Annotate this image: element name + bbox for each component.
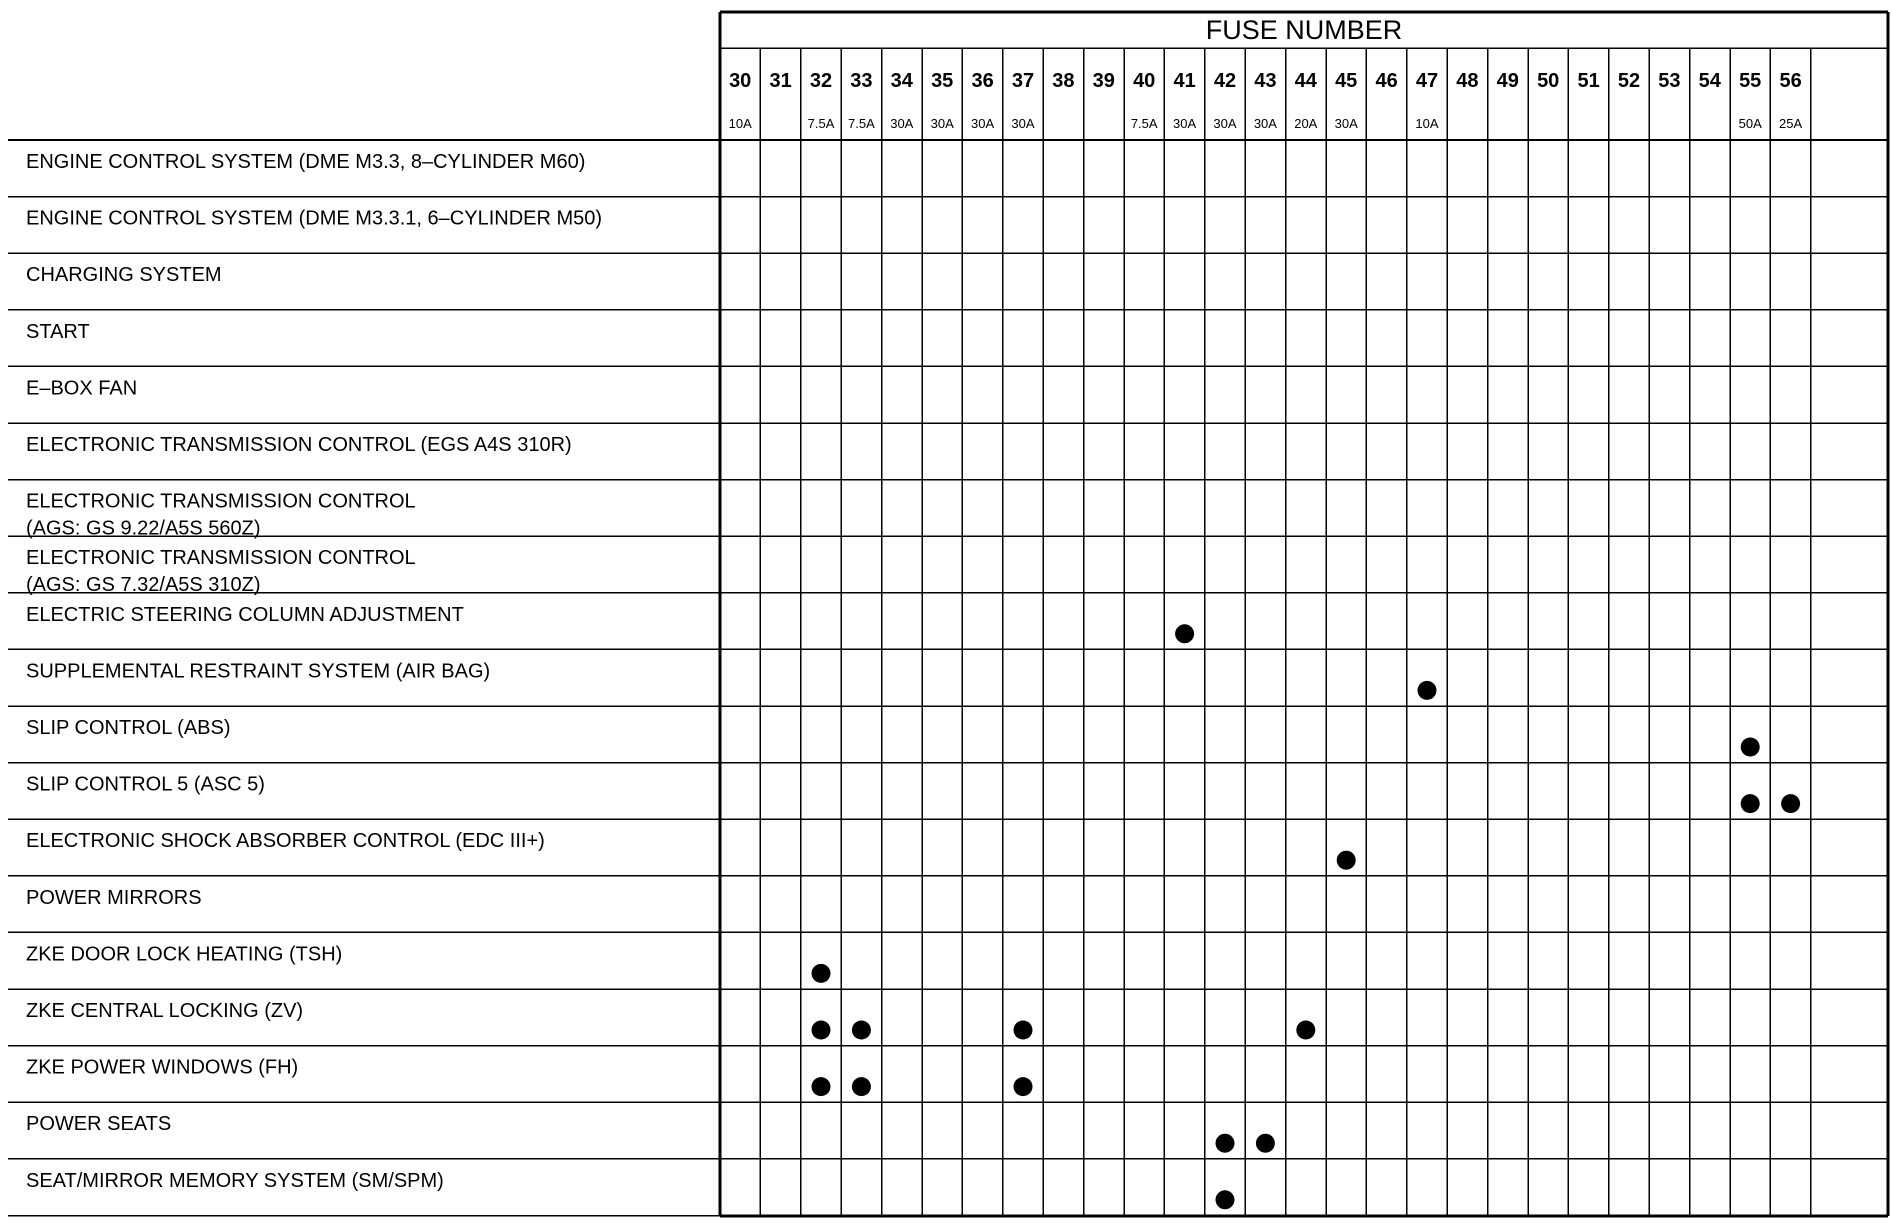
fuse-number: 30 — [729, 70, 752, 92]
fuse-number: 41 — [1173, 70, 1196, 92]
fuse-rating: 10A — [1415, 116, 1439, 131]
fuse-marker-dot — [1256, 1134, 1275, 1153]
fuse-number: 39 — [1092, 70, 1115, 92]
fuse-number: 49 — [1496, 70, 1519, 92]
fuse-header — [729, 15, 1803, 131]
fuse-number: 47 — [1415, 70, 1439, 92]
fuse-rating: 30A — [1213, 116, 1237, 131]
fuse-marker-dot — [1741, 738, 1760, 757]
fuse-rating: 30A — [890, 116, 914, 131]
fuse-marker-dot — [1014, 1021, 1033, 1040]
system-label: ELECTRONIC TRANSMISSION CONTROL — [26, 547, 416, 570]
fuse-marker-dot — [1175, 624, 1194, 643]
fuse-number: 51 — [1577, 70, 1600, 92]
fuse-number: 46 — [1375, 70, 1398, 92]
system-label: CHARGING SYSTEM — [26, 264, 222, 287]
system-label: START — [26, 320, 90, 343]
system-label: SLIP CONTROL (ABS) — [26, 717, 231, 739]
system-label: ELECTRIC STEERING COLUMN ADJUSTMENT — [26, 603, 464, 626]
system-label: (AGS: GS 7.32/A5S 310Z) — [26, 574, 261, 597]
system-label: SEAT/MIRROR MEMORY SYSTEM (SM/SPM) — [26, 1169, 444, 1192]
fuse-marker-dot — [1216, 1190, 1235, 1209]
fuse-marker-dot — [1741, 794, 1760, 813]
fuse-number: 48 — [1456, 70, 1479, 92]
fuse-number: 40 — [1133, 70, 1156, 92]
fuse-number: 54 — [1698, 70, 1721, 92]
chart-title: FUSE NUMBER — [1205, 15, 1403, 45]
fuse-marker-dot — [1216, 1134, 1235, 1153]
fuse-marker-dot — [812, 964, 831, 983]
system-label: POWER SEATS — [26, 1113, 172, 1136]
fuse-number: 56 — [1779, 70, 1802, 92]
fuse-number: 43 — [1254, 70, 1277, 92]
fuse-marker-dot — [852, 1021, 871, 1040]
fuse-marker-dot — [1296, 1021, 1315, 1040]
fuse-number: 52 — [1617, 70, 1641, 92]
fuse-number: 44 — [1294, 70, 1317, 92]
system-label: ZKE DOOR LOCK HEATING (TSH) — [26, 943, 343, 966]
system-label: ELECTRONIC SHOCK ABSORBER CONTROL (EDC III+) — [26, 830, 545, 853]
fuse-number: 38 — [1052, 70, 1075, 92]
fuse-number: 50 — [1537, 70, 1560, 92]
fuse-number: 36 — [971, 70, 994, 92]
system-label: SUPPLEMENTAL RESTRAINT SYSTEM (AIR BAG) — [26, 660, 491, 683]
fuse-marker-dot — [852, 1077, 871, 1096]
system-label: (AGS: GS 9.22/A5S 560Z) — [26, 517, 261, 540]
fuse-rating: 20A — [1294, 116, 1318, 131]
fuse-marker-dot — [812, 1077, 831, 1096]
fuse-marker-dot — [1781, 794, 1800, 813]
fuse-number: 55 — [1739, 70, 1762, 92]
fuse-rating: 50A — [1738, 116, 1762, 131]
fuse-marker-dot — [1014, 1077, 1033, 1096]
fuse-number: 32 — [809, 70, 833, 92]
fuse-marker-dot — [1337, 851, 1356, 870]
fuse-marker-dot — [1418, 681, 1437, 700]
system-label: E–BOX FAN — [26, 377, 138, 400]
fuse-number: 34 — [890, 70, 913, 92]
system-label: ELECTRONIC TRANSMISSION CONTROL (EGS A4S 310R) — [26, 434, 572, 456]
fuse-rating: 30A — [971, 116, 995, 131]
system-labels — [26, 151, 602, 1192]
fuse-rating: 7.5A — [1130, 116, 1158, 131]
fuse-number: 35 — [931, 70, 954, 92]
system-label: ELECTRONIC TRANSMISSION CONTROL — [26, 490, 416, 513]
fuse-rating: 7.5A — [848, 116, 875, 131]
fuse-rating: 30A — [1173, 116, 1197, 131]
fuse-rating: 30A — [1253, 116, 1277, 131]
system-label: ZKE CENTRAL LOCKING (ZV) — [26, 1000, 304, 1022]
system-label: POWER MIRRORS — [26, 886, 202, 909]
fuse-number: 31 — [769, 70, 792, 92]
fuse-markers — [812, 624, 1801, 1209]
fuse-number: 33 — [850, 70, 873, 92]
fuse-number: 42 — [1213, 70, 1237, 92]
system-label: ZKE POWER WINDOWS (FH) — [26, 1056, 299, 1079]
fuse-rating: 30A — [930, 116, 954, 131]
fuse-rating: 25A — [1779, 116, 1803, 131]
fuse-rating: 10A — [728, 116, 752, 131]
fuse-number: 37 — [1011, 70, 1035, 92]
fuse-rating: 7.5A — [807, 116, 835, 131]
system-label: ENGINE CONTROL SYSTEM (DME M3.3, 8–CYLINDER M60) — [26, 151, 586, 173]
fuse-rating: 30A — [1334, 116, 1358, 131]
fuse-rating: 30A — [1011, 116, 1035, 131]
system-label: SLIP CONTROL 5 (ASC 5) — [26, 773, 265, 796]
fuse-number: 45 — [1335, 70, 1358, 92]
fuse-number: 53 — [1658, 70, 1681, 92]
system-label: ENGINE CONTROL SYSTEM (DME M3.3.1, 6–CYLINDER M50) — [26, 207, 603, 230]
fuse-marker-dot — [812, 1021, 831, 1040]
